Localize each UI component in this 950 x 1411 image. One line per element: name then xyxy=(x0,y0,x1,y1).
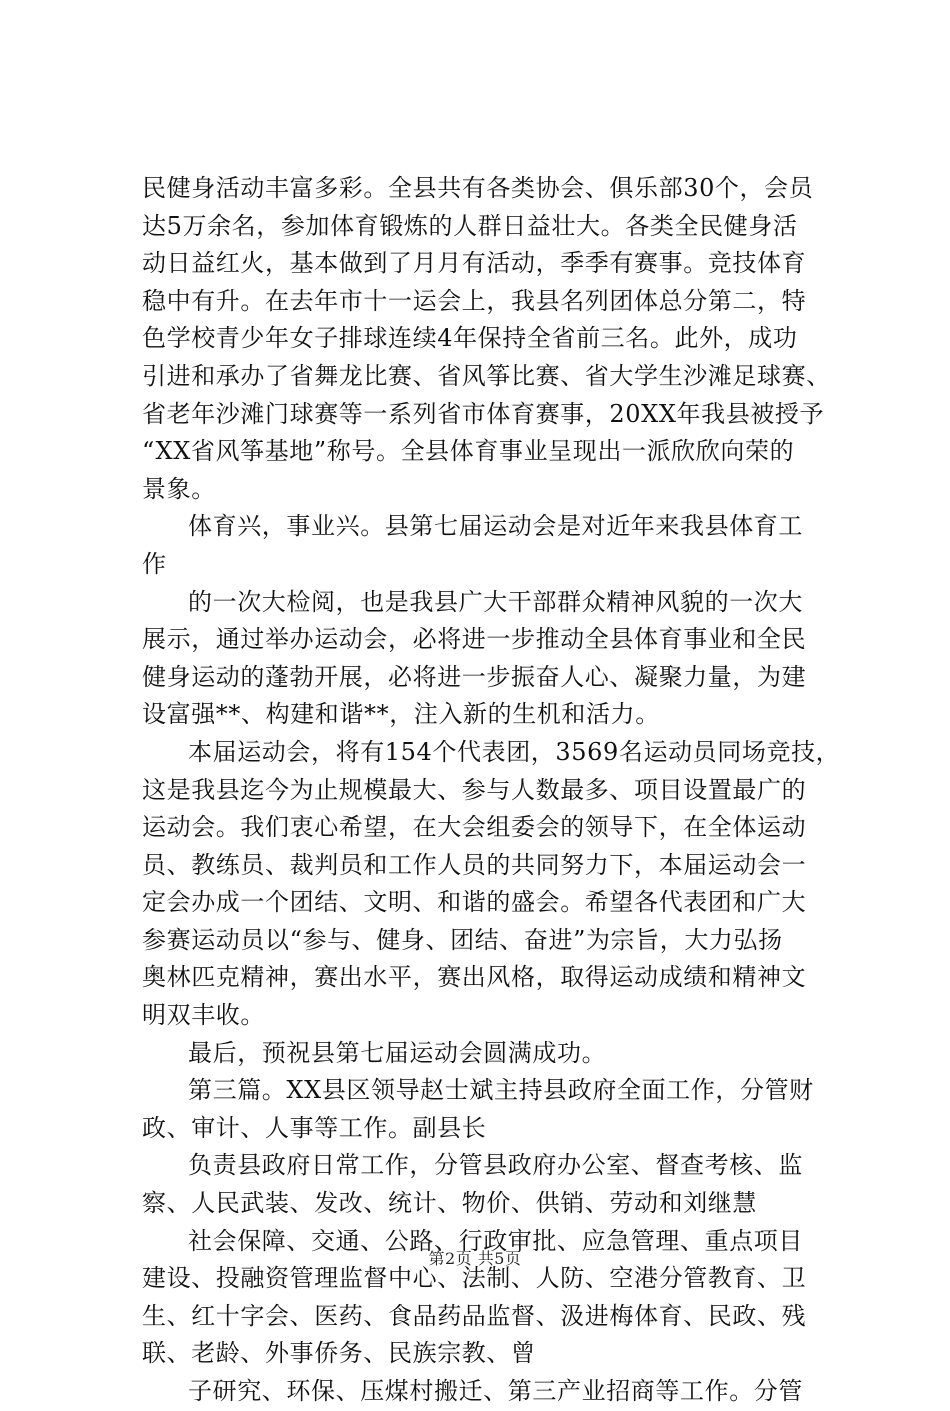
text-line: 设富强**、构建和谐**，注入新的生机和活力。 xyxy=(142,700,660,729)
text-line: 引进和承办了省舞龙比赛、省风筝比赛、省大学生沙滩足球赛、 xyxy=(142,361,831,390)
text-line: 社会保障、交通、公路、行政审批、应急管理、重点项目 xyxy=(188,1226,803,1255)
text-line: 联、老龄、外事侨务、民族宗教、曾 xyxy=(142,1339,536,1368)
text-line: 本届运动会，将有154个代表团，3569名运动员同场竞技， xyxy=(188,737,841,766)
page-footer: 第2页 共5页 xyxy=(428,1249,522,1268)
text-line: 政、审计、人事等工作。副县长 xyxy=(142,1113,487,1142)
text-line: 奥林匹克精神，赛出水平，赛出风格，取得运动成绩和精神文 xyxy=(142,963,807,992)
text-line: 建设、投融资管理监督中心、法制、人防、空港分管教育、卫 xyxy=(142,1264,807,1293)
text-line: 参赛运动员以“参与、健身、团结、奋进”为宗旨，大力弘扬 xyxy=(142,925,783,954)
text-line: 定会办成一个团结、文明、和谐的盛会。希望各代表团和广大 xyxy=(142,888,807,917)
text-line: “XX省风筝基地”称号。全县体育事业呈现出一派欣欣向荣的 xyxy=(142,437,795,466)
text-line: 景象。 xyxy=(142,474,216,503)
text-line: 色学校青少年女子排球连续4年保持全省前三名。此外，成功 xyxy=(142,324,798,353)
text-line: 负责县政府日常工作，分管县政府办公室、督查考核、监 xyxy=(188,1151,803,1180)
text-line: 稳中有升。在去年市十一运会上，我县名列团体总分第二，特 xyxy=(142,286,807,315)
text-line: 生、红十字会、医药、食品药品监督、汲进梅体育、民政、残 xyxy=(142,1301,807,1330)
text-line: 的一次大检阅，也是我县广大干部群众精神风貌的一次大 xyxy=(188,587,803,616)
text-line: 作 xyxy=(142,549,167,578)
text-line: 体育兴，事业兴。县第七届运动会是对近年来我县体育工 xyxy=(188,512,803,541)
text-line: 察、人民武装、发改、统计、物价、供销、劳动和刘继慧 xyxy=(142,1189,757,1218)
text-line: 第三篇。XX县区领导赵士斌主持县政府全面工作，分管财 xyxy=(188,1076,814,1105)
text-line: 展示，通过举办运动会，必将进一步推动全县体育事业和全民 xyxy=(142,625,807,654)
text-line: 这是我县迄今为止规模最大、参与人数最多、项目设置最广的 xyxy=(142,775,807,804)
text-line: 运动会。我们衷心希望，在大会组委会的领导下，在全体运动 xyxy=(142,813,807,842)
text-line: 达5万余名，参加体育锻炼的人群日益壮大。各类全民健身活 xyxy=(142,211,798,240)
text-line: 民健身活动丰富多彩。全县共有各类协会、俱乐部30个，会员 xyxy=(142,174,814,202)
document-body xyxy=(142,170,842,1411)
text-line: 省老年沙滩门球赛等一系列省市体育赛事，20XX年我县被授予 xyxy=(142,399,825,428)
text-line: 员、教练员、裁判员和工作人员的共同努力下，本届运动会一 xyxy=(142,850,807,879)
text-line: 最后，预祝县第七届运动会圆满成功。 xyxy=(188,1038,607,1067)
text-line: 明双丰收。 xyxy=(142,1001,265,1030)
text-line: 子研究、环保、压煤村搬迁、第三产业招商等工作。分管 xyxy=(188,1377,803,1405)
text-line: 健身运动的蓬勃开展，必将进一步振奋人心、凝聚力量，为建 xyxy=(142,662,807,691)
text-line: 动日益红火，基本做到了月月有活动，季季有赛事。竞技体育 xyxy=(142,249,807,278)
